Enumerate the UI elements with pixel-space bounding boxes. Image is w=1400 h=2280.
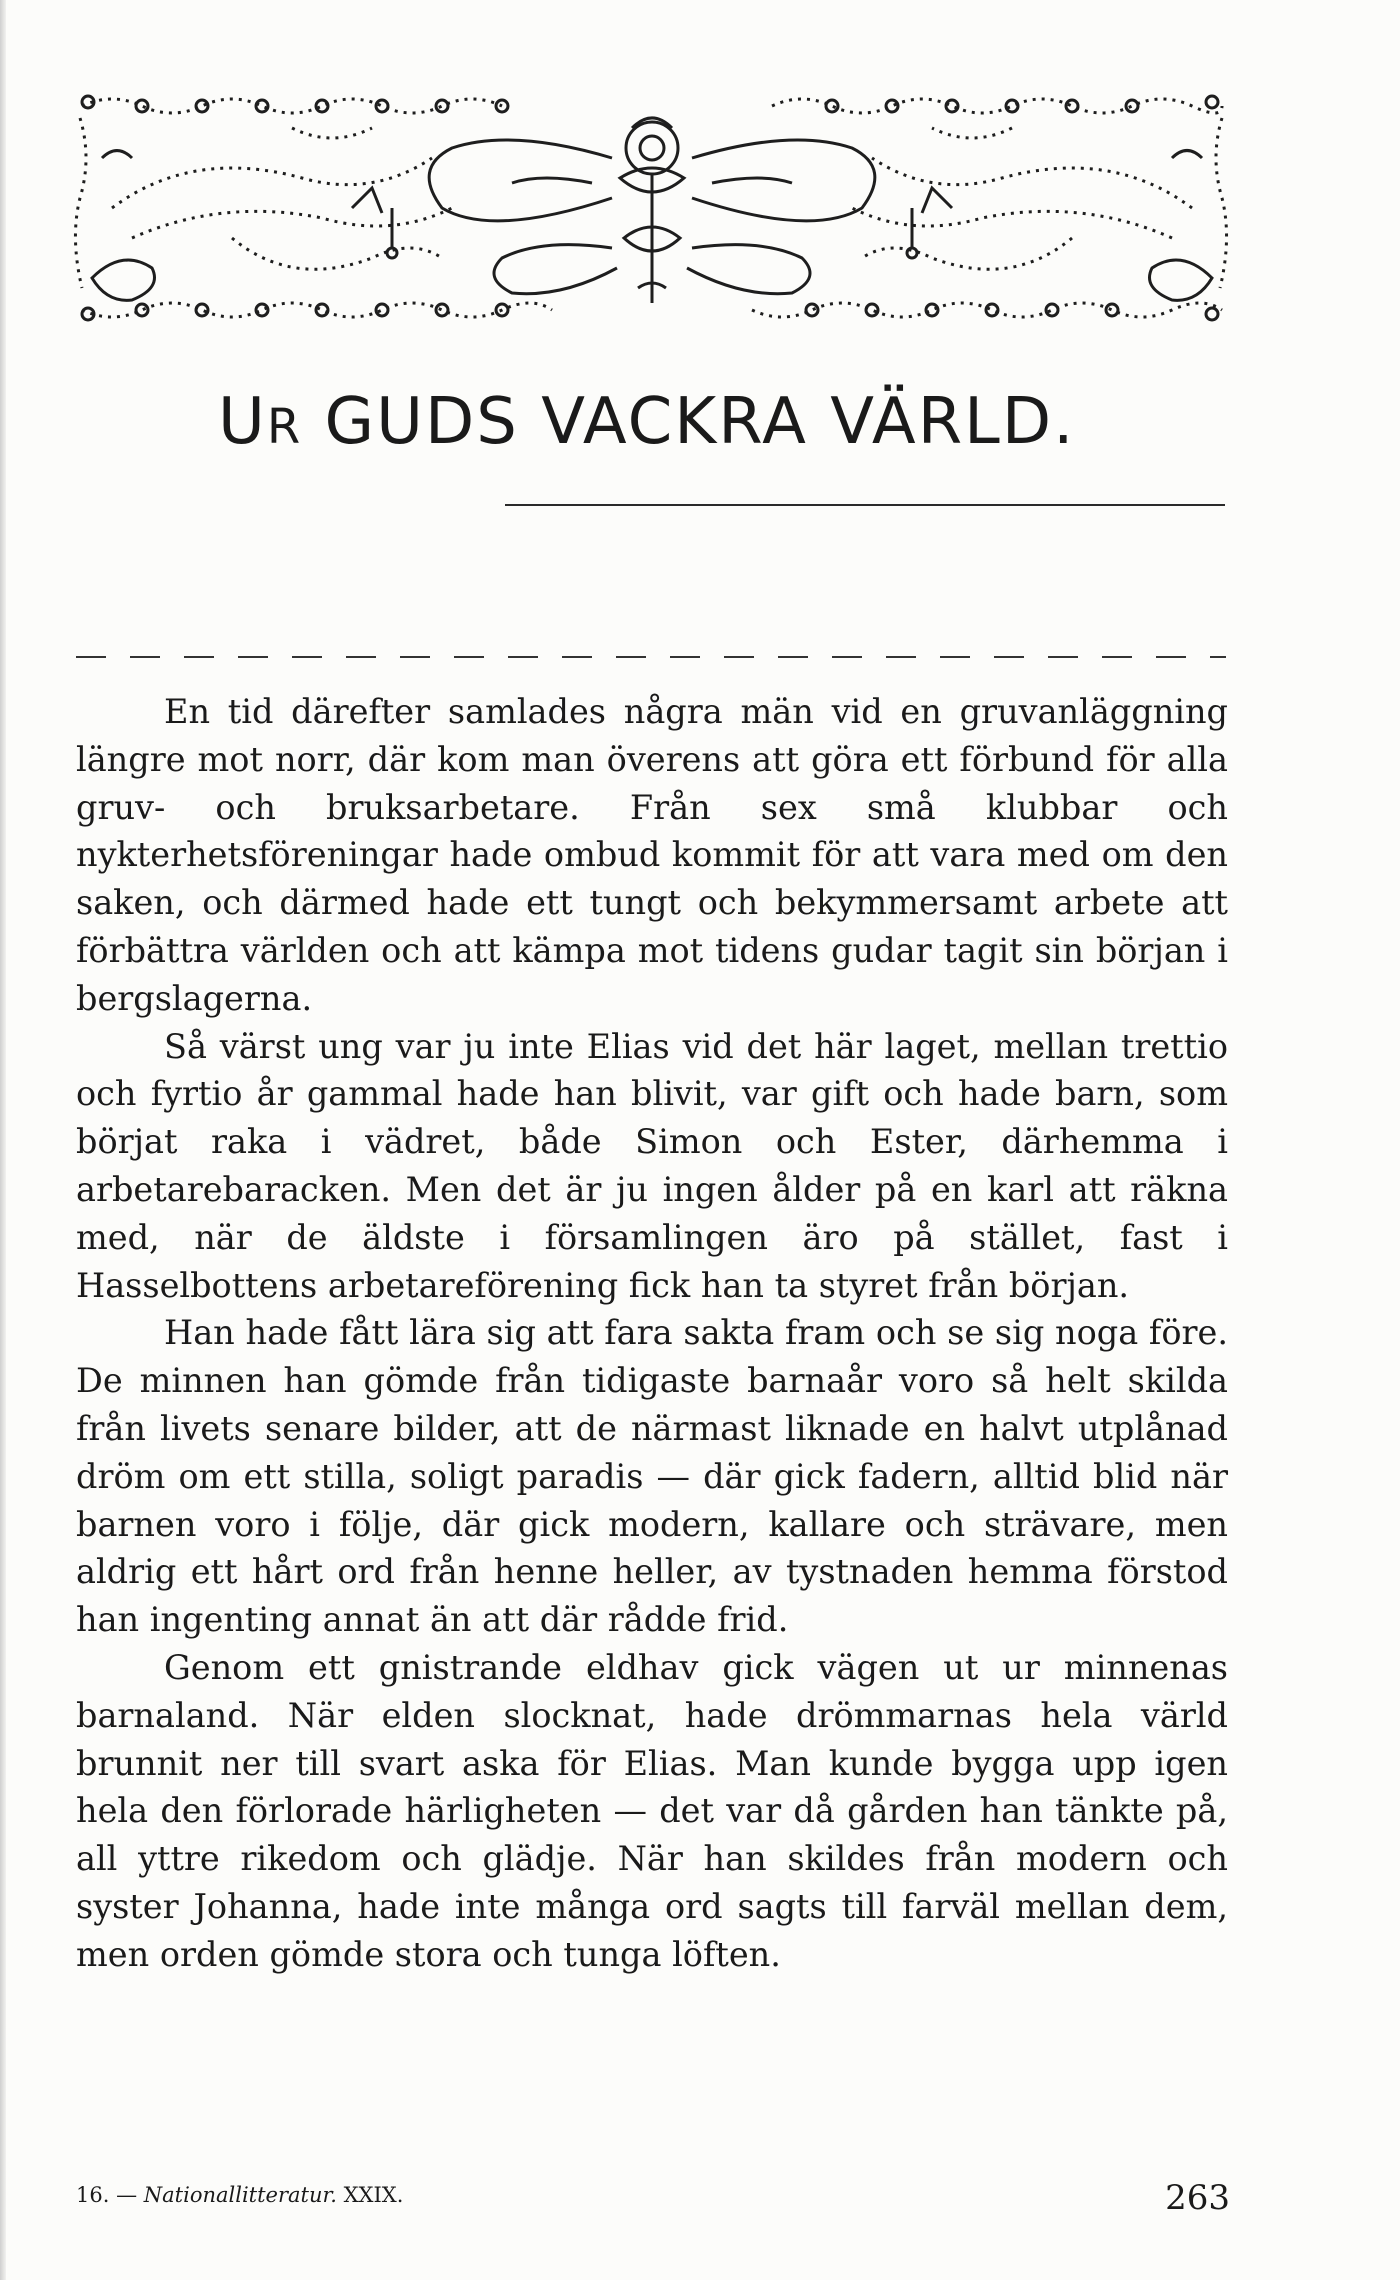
paragraph: En tid därefter samlades några män vid en gruvanläggning längre mot norr, där kom man överens att göra ett förbund för alla gruv- och bruksarbetare. Från sex små klubbar och nykterhetsföreningar hade ombud kommit för att vara med om den saken, och därmed hade ett tungt och bekymmersamt arbete att förbättra världen och att kämpa mot tidens gudar tagit sin början i bergslagerna. [76, 692, 1228, 1018]
paragraph: Genom ett gnistrande eldhav gick vägen ut ur minnenas barnaland. När elden slocknat, hade drömmarnas hela värld brunnit ner till svart aska för Elias. Man kunde bygga upp igen hela den förlorade härligheten — det var då gården han tänkte på, all yttre rikedom och glädje. När han skildes från modern och syster Johanna, hade inte många ord sagts till farväl mellan dem, men orden gömde stora och tunga löften. [76, 1647, 1228, 1974]
signature-dash: — [116, 2183, 138, 2207]
chapter-title [218, 385, 1075, 459]
page-number: 263 [1165, 2178, 1230, 2218]
paragraph: Han hade fått lära sig att fara sakta fram och se sig noga före. De minnen han gömde från tidigaste barnaår voro så helt skilda från livets senare bilder, att de närmast liknade en halvt utplånad dröm om ett stilla, soligt paradis — där gick fadern, alltid blid när barnen voro i följe, där gick modern, kallare och strävare, men aldrig ett hårt ord från henne heller, av tystnaden hemma förstod han ingenting annat än att där rådde frid. [76, 1313, 1228, 1640]
title-rest: GUDS VACKRA VÄRLD. [324, 385, 1076, 459]
signature-number: 16. [76, 2183, 110, 2207]
section-dash-separator [76, 656, 1226, 658]
title-initial: U [218, 385, 267, 459]
signature-mark [76, 2183, 403, 2207]
volume-number: XXIX. [343, 2183, 404, 2207]
body-text [76, 688, 1228, 1979]
paragraph: Så värst ung var ju inte Elias vid det här laget, mellan trettio och fyrtio år gammal hade han blivit, var gift och hade barn, som börjat raka i vädret, både Simon och Ester, därhemma i arbetarebaracken. Men det är ju ingen ålder på en karl att räkna med, när de äldste i församlingen äro på stället, fast i Hasselbottens arbetareförening fick han ta styret från början. [76, 1026, 1228, 1305]
title-rule [505, 504, 1225, 506]
title-small-cap: R [266, 399, 303, 455]
decorative-header-ornament [72, 88, 1232, 328]
series-name: Nationallitteratur. [143, 2183, 337, 2207]
page-edge-shadow [0, 0, 6, 2280]
